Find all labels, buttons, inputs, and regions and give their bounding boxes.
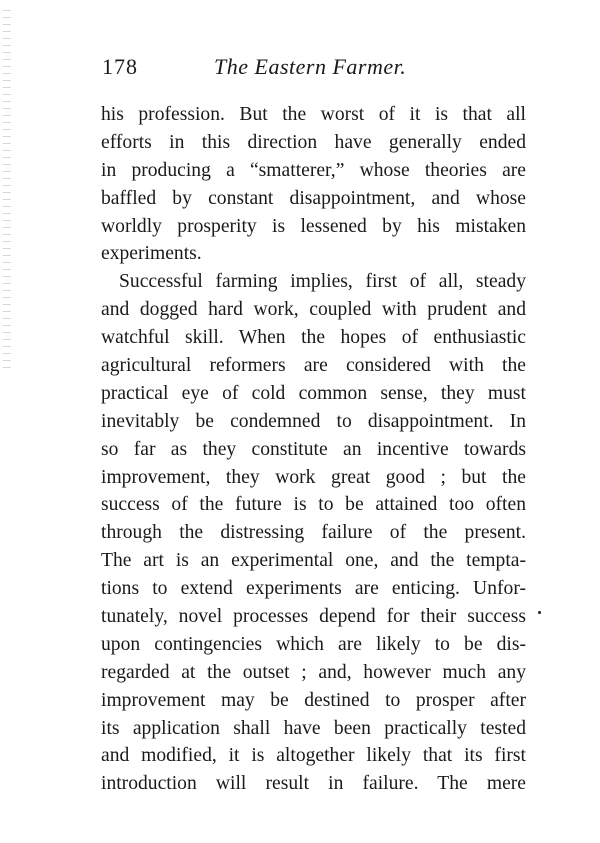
page-header bbox=[102, 54, 527, 84]
page-number: 178 bbox=[102, 54, 138, 79]
text-line: inevitably be condemned to disappointment. In bbox=[101, 410, 526, 432]
text-line: upon contingencies which are likely to be dis- bbox=[101, 633, 526, 655]
running-title: The Eastern Farmer. bbox=[214, 54, 407, 79]
text-line: through the distressing failure of the present. bbox=[101, 522, 526, 544]
text-line: tions to extend experiments are enticing. Unfor- bbox=[101, 578, 526, 600]
text-line: so far as they constitute an incentive towards bbox=[101, 438, 526, 460]
text-line: baffled by constant disappointment, and whose bbox=[101, 187, 526, 209]
text-line: regarded at the outset ; and, however much any bbox=[101, 661, 526, 683]
text-line: experiments. bbox=[101, 243, 202, 265]
text-line: introduction will result in failure. The mere bbox=[101, 773, 526, 795]
text-line: worldly prosperity is lessened by his mistaken bbox=[101, 215, 526, 237]
text-line: and dogged hard work, coupled with prudent and bbox=[101, 299, 526, 321]
text-line: tunately, novel processes depend for their success bbox=[101, 606, 526, 628]
text-line: agricultural reformers are considered with the bbox=[101, 355, 526, 377]
text-line: efforts in this direction have generally ended bbox=[101, 131, 526, 153]
text-line: and modified, it is altogether likely that its first bbox=[101, 745, 526, 767]
scan-speck bbox=[538, 611, 541, 614]
text-line: success of the future is to be attained too often bbox=[101, 494, 526, 516]
text-line: his profession. But the worst of it is that all bbox=[101, 104, 526, 125]
text-line: Successful farming implies, first of all, steady bbox=[119, 271, 526, 293]
scan-margin-marks bbox=[3, 10, 11, 370]
text-line: practical eye of cold common sense, they must bbox=[101, 382, 526, 404]
text-line: The art is an experimental one, and the tempta- bbox=[101, 550, 526, 572]
text-line: watchful skill. When the hopes of enthusiastic bbox=[101, 327, 526, 349]
text-line: in producing a “smatterer,” whose theories are bbox=[101, 159, 526, 181]
text-line: improvement may be destined to prosper after bbox=[101, 689, 526, 711]
text-line: its application shall have been practically tested bbox=[101, 717, 526, 739]
text-line: improvement, they work great good ; but the bbox=[101, 466, 526, 488]
body-text bbox=[101, 101, 526, 798]
